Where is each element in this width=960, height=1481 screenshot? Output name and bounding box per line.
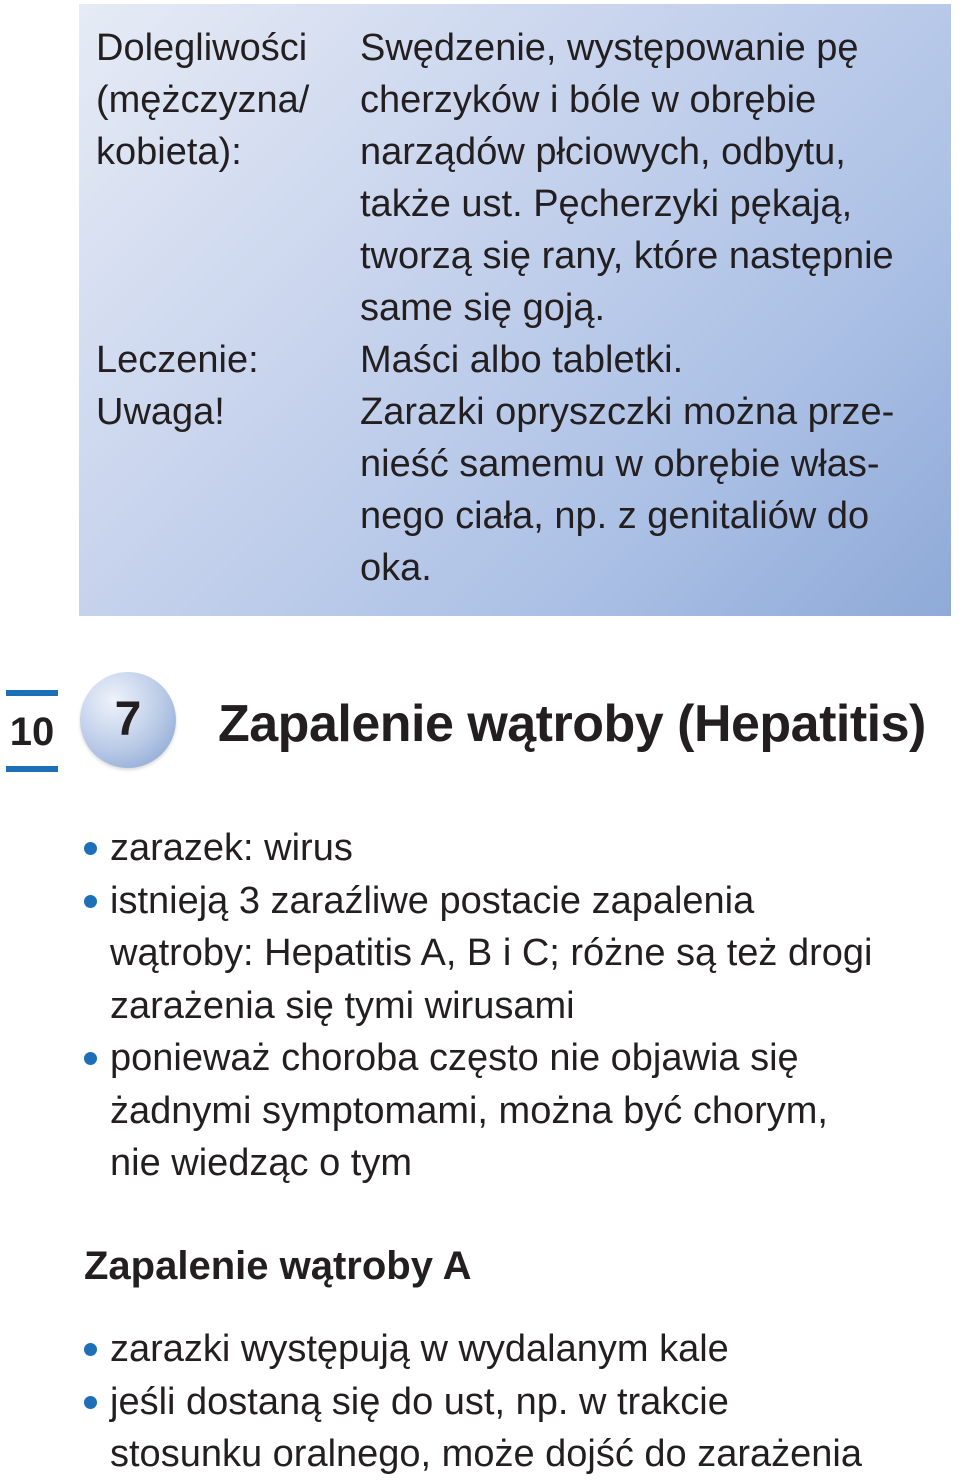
list-item: zarazek: wirus (84, 822, 954, 875)
list-item: ponieważ choroba często nie objawia się żadnymi symptomami, można być chorym, nie wiedząc o tym (84, 1032, 954, 1190)
subsection-title: Zapalenie wątroby A (84, 1244, 472, 1288)
info-text-warning: Zarazki opryszczki można prze- nieść samemu w obrębie włas- nego ciała, np. z genitaliów do oka. (360, 391, 895, 589)
bullet-dot-icon (84, 1396, 97, 1409)
list-item: zarazki występują w wydalanym kale (84, 1323, 954, 1376)
bullet-list-main (84, 822, 954, 1190)
bullet-dot-icon (84, 1343, 97, 1356)
bullet-dot-icon (84, 1052, 97, 1065)
list-item: istnieją 3 zaraźliwe postacie zapalenia wątroby: Hepatitis A, B i C; różne są też drogi zarażenia się tymi wirusami (84, 875, 954, 1033)
chapter-bar-top (6, 690, 58, 696)
info-label-warning: Uwaga! (96, 391, 225, 433)
info-label-treatment: Leczenie: (96, 339, 259, 381)
chapter-bar-bottom (6, 766, 58, 772)
chapter-marker (6, 690, 58, 776)
bullet-dot-icon (84, 895, 97, 908)
section-title: Zapalenie wątroby (Hepatitis) (218, 695, 926, 753)
info-text-symptoms: Swędzenie, występowanie pę cherzyków i bóle w obrębie narządów płciowych, odbytu, także ust. Pęcherzyki pękają, tworzą się rany, które następnie same się goją. (360, 27, 894, 329)
info-label-symptoms: Dolegliwości (mężczyzna/ kobieta): (96, 27, 310, 173)
section-number-badge (80, 672, 176, 768)
bullet-list-hepatitis-a (84, 1323, 954, 1481)
bullet-dot-icon (84, 842, 97, 855)
section-number: 7 (114, 693, 142, 746)
info-text-treatment: Maści albo tabletki. (360, 339, 684, 381)
list-item: jeśli dostaną się do ust, np. w trakcie stosunku oralnego, może dojść do zarażenia (84, 1376, 954, 1481)
chapter-number: 10 (9, 710, 55, 754)
